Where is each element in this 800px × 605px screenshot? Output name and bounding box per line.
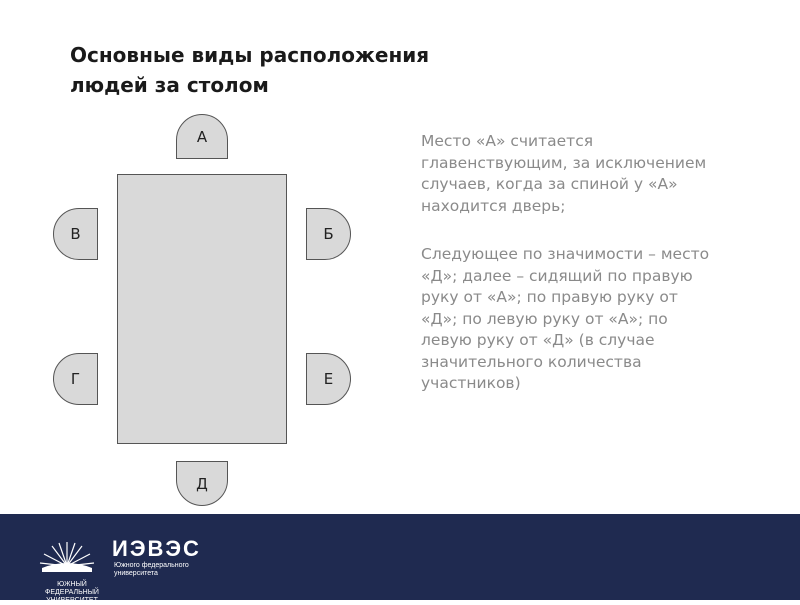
institute-subtitle — [112, 562, 252, 578]
seat-v — [53, 208, 98, 260]
seat-d — [176, 461, 228, 506]
seat-g-label: Г — [70, 370, 81, 388]
seat-a-label: А — [196, 127, 208, 146]
seat-a — [176, 114, 228, 159]
seat-e — [306, 353, 351, 405]
institute-subtitle-line-2: университета — [114, 570, 158, 577]
institute-logo — [112, 536, 252, 578]
university-emblem-icon — [22, 536, 112, 578]
slide-title-line-1: Основные виды расположения — [70, 43, 430, 67]
institute-subtitle-line-1: Южного федерального — [114, 562, 189, 569]
slide-title — [70, 40, 490, 100]
seat-b — [306, 208, 351, 260]
university-name-line-3: УНИВЕРСИТЕТ — [46, 597, 98, 604]
description-paragraph-2: Следующее по значимости – место «Д»; далее – сидящий по правую руку от «А»; по правую руку от «Д»; по левую руку от «А»; по левую руку от «Д» (в случае значительного количества участников) — [421, 245, 710, 392]
seat-e-label: Е — [323, 370, 334, 388]
university-name — [22, 581, 122, 605]
slide-title-line-2: людей за столом — [70, 73, 269, 97]
seat-g — [53, 353, 98, 405]
description-text — [421, 131, 711, 422]
description-paragraph-1: Место «А» считается главенствующим, за исключением случаев, когда за спиной у «А» находится дверь; — [421, 132, 707, 215]
seat-v-label: В — [70, 225, 81, 243]
university-name-line-1: ЮЖНЫЙ — [57, 581, 87, 588]
university-name-line-2: ФЕДЕРАЛЬНЫЙ — [45, 589, 99, 596]
seat-b-label: Б — [323, 225, 334, 243]
university-logo — [22, 536, 112, 604]
table-shape — [117, 174, 287, 444]
institute-name: ИЭВЭС — [112, 536, 201, 561]
seat-d-label: Д — [196, 474, 208, 493]
footer-bar — [0, 514, 800, 604]
